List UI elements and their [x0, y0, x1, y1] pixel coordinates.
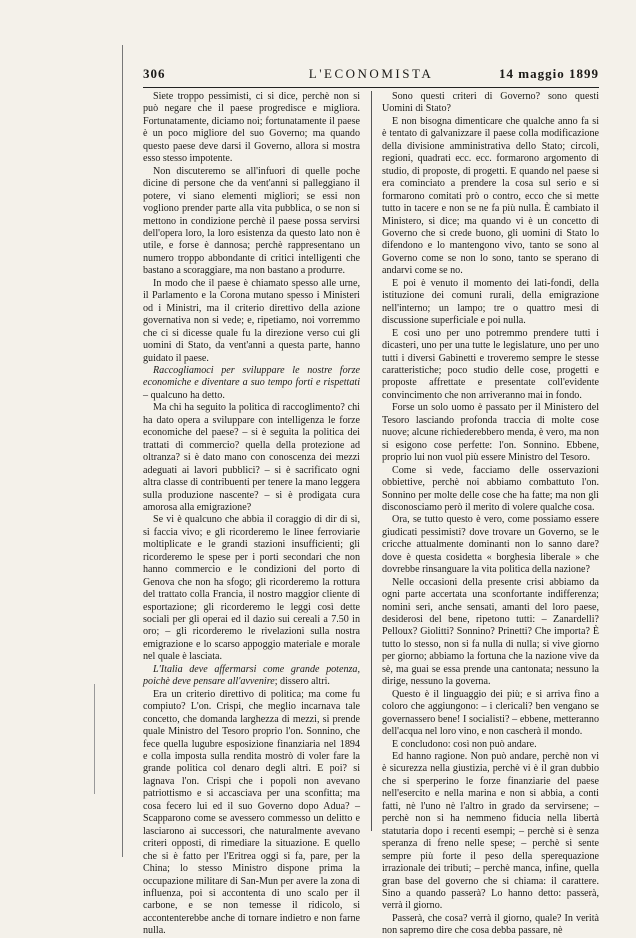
left-text-column	[143, 91, 360, 937]
running-header	[143, 64, 599, 86]
paragraph: Non discuteremo se all'infuori di quelle poche dicine di persone che da vent'anni si palleggiano il potere, vi siano elementi migliori; se essi non vogliono prender parte alla vita pubblica, o se non si mettono in condizione perchè il paese possa servirsi dell'opera loro, la loro esistenza da questo lato non è utile, e forse è dannosa; perchè rappresentano un numero troppo abbondante di critici intelligenti che bastano a scoraggiare, ma non bastano a produrre.	[143, 165, 360, 277]
paragraph: E concludono: così non può andare.	[392, 738, 537, 750]
right-text-column	[382, 91, 599, 937]
journal-title: L'ECONOMISTA	[308, 66, 434, 81]
paragraph: Questo è il linguaggio dei più; e si arriva fino a coloro che aggiungono: – i clericali? ben vengano se governassero bene! I socialisti? – ebbene, metteranno dell'acqua nel loro vino, e non cascherà il mondo.	[382, 688, 599, 738]
paragraph	[143, 365, 360, 402]
paragraph: Ma chi ha seguito la politica di raccoglimento? chi ha dato opera a sviluppare con intelligenza le forze economiche del paese? – si è seguita la politica dei trattati di commercio? quella della protezione ad oltranza? si è dato mano con conoscenza dei mezzi adeguati ai lavori pubblici? – si è sacrificato ogni altra classe di contribuenti per tenere la mano leggera sulla produzione nascente? – si è prodigata cura amorosa alla emigrazione?	[143, 402, 360, 513]
paragraph: E così uno per uno potremmo prendere tutti i dicasteri, uno per una tutte le legislature, uno per uno tutti i diversi Gabinetti e troveremo sempre le stesse caratteristiche; poco studio delle cose, progetti e proposte affrettate e presentate coll'evidente convincimento che non arriveranno mai in fondo.	[382, 327, 599, 401]
paragraph: Ora, se tutto questo è vero, come possiamo essere giudicati pessimisti? dove trovare un Governo, se le cricche attualmente dominanti non lo sanno dare? dove è questa cosidetta « borghesia liberale » che dovrebbe rinsanguare la vita politica della nazione?	[382, 514, 599, 576]
italic-phrase: Raccogliamoci per sviluppare le nostre forze economiche e diventare a suo tempo forti e rispettati	[143, 364, 360, 389]
paragraph: E non bisogna dimenticare che qualche anno fa si è tentato di galvanizzare il paese colla modificazione della divisione amministrativa dello Stato; circoli, regioni, quadrati ecc. ecc. formarono argomento di studio, di proposte, di progetti. E quando nel paese si era cominciato a prendere la cosa sul serio e si formarono comitati prò o contro, ecco che si mette tutto in tacere e non se ne fa più nulla. È cambiato il Ministero, si dice; ma quando vi è un concetto di Governo che si crede buono, gli uomini di Stato lo difendono e lo mantengono vivo, tanto se sono al Governo come se non lo sono, tanto se sperano di andarvi come se no.	[382, 115, 599, 277]
paragraph	[143, 664, 360, 689]
paragraph-tail: ; dissero altri.	[274, 676, 330, 688]
paragraph: Ed hanno ragione. Non può andare, perchè non vi è sicurezza nella giustizia, perchè vi è il gran dubbio che si sperperino le forze finanziarie del paese nell'esercito e nella marina e non si abbia, a conti fatti, nè l'uno nè l'altro in grado da servirsene; – perchè non si ha nemmeno fiducia nella libertà statutaria dopo i recenti esempi; – perchè si è senza speranza di freno nelle spese; – perchè si sente sempre più forte il peso della sperequazione irrazionale dei tributi; – perchè manca, infine, quella gran base del governo che si chiama: il carattere. Sino a quando passerà? Lo hanno detto: passerà, verrà il giorno.	[382, 751, 599, 912]
paragraph: Era un criterio direttivo di politica; ma come fu compiuto? L'on. Crispi, che meglio incarnava tale concetto, che domanda larghezza di mezzi, si prende quale Ministro del Tesoro proprio l'on. Sonnino, che fece quella lugubre esposizione finanziaria nel 1894 e colla imposta sulla rendita mostrò di voler fare la grande politica col denaro degli altri. E poi? si lagnava l'on. Crispi che i popoli non avevano patriottismo e si accasciava per una sconfitta; ma cosa fecero lui ed il suo Governo dopo Adua? – Scapparono come se avessero commesso un delitto e lasciarono ai successori, che naturalmente avevano criteri opposti, di rimediare la situazione. E quello che si è fatto per l'Eritrea oggi si fa, pare, per la China; lo stesso Ministro dispone prima la occupazione militare di San-Mun per avere la zona di influenza, poi si accontenta di uno scalo per il carbone, e se non temesse il ridicolo, si accontenterebbe anche di tornare indietro e non farne nulla.	[143, 688, 360, 937]
paragraph: Se vi è qualcuno che abbia il coraggio di dir di sì, si faccia vivo; e gli ricorderemo le linee ferroviarie moltiplicate e le grandi stazioni insufficienti; gli ricorderemo le spese per i porti secondari che non hanno commercio e le condizioni del porto di Genova che non ha sfogo; gli ricorderemo la rottura del trattato colla Francia, il nostro maggior cliente di esportazione; gli ricorderemo le leggi così dette sociali per gli operai ed il dazio sui cereali a 7.50 in oro; – gli ricorderemo le rivelazioni sulla nostra emigrazione e lo scarso appoggio materiale e morale nel quale è lasciata.	[143, 514, 360, 663]
paragraph: Nelle occasioni della presente crisi abbiamo da ogni parte accertata una sconfortante indifferenza; nomini seri, anche sensati, amanti del loro paese, desiderosi del bene, ripetono tutti: – Zanardelli? Pelloux? Giolitti? Sonnino? Prinetti? Che importa? È tutto lo stesso, non si fa nulla di nulla; si vive giorno per giorno; abbiamo la fortuna che la nazione vive da sè, ma guai se essa prende una cantonata; nessuno la dirige, nessuno la governa.	[382, 576, 599, 688]
paragraph: Forse un solo uomo è passato per il Ministero del Tesoro lasciando profonda traccia di molte cose nuove; alcune richiederebbero menda, è vero, ma non si esigono cose perfette: l'on. Sonnino. Ebbene, proprio lui non vuol più essere Ministro del Tesoro.	[382, 402, 599, 464]
page-number: 306	[143, 66, 166, 81]
paragraph: Sono questi criteri di Governo? sono questi Uomini di Stato?	[382, 91, 599, 115]
column-separator	[371, 91, 372, 831]
paragraph: Passerà, che cosa? verrà il giorno, quale? In verità non sapremo dire che cosa debba passare, nè	[382, 912, 599, 937]
italic-phrase: L'Italia deve affermarsi come grande potenza, poichè deve pensare all'avvenire	[143, 663, 360, 688]
paragraph: Come si vede, facciamo delle osservazioni obbiettive, perchè noi abbiamo combattuto l'on. Sonnino per molte delle cose che ha fatte; ma non gli disconosciamo però il merito di volere qualche cosa.	[382, 464, 599, 513]
paragraph: Siete troppo pessimisti, ci si dice, perchè non si può negare che il paese progredisce e migliora. Fortunatamente, diciamo noi; fortunatamente il paese è un poco migliore del suo Governo; ma quando questo paese deve darsi il Governo, allora si mostra esso stesso impotente.	[143, 91, 360, 165]
header-rule	[143, 87, 599, 88]
paragraph: In modo che il paese è chiamato spesso alle urne, il Parlamento e la Corona mutano spesso i Ministeri od i Ministri, ma il criterio direttivo della azione governativa non si vede; e, ripetiamo, noi vorremmo che ci si dicesse quale fu la direzione verso cui gli uomini di Stato, da vent'anni a questa parte, hanno guidato il paese.	[143, 277, 360, 364]
issue-date: 14 maggio 1899	[499, 66, 599, 81]
scan-cut-mark	[94, 684, 95, 794]
paragraph: E poi è venuto il momento dei lati-fondi, della istituzione dei comuni rurali, della emigrazione nell'interno; un lampo; tre o quattro mesi di discussione superficiale e poi nulla.	[382, 277, 599, 327]
left-margin-line	[122, 45, 123, 857]
paragraph-tail: – qualcuno ha detto.	[143, 389, 225, 401]
